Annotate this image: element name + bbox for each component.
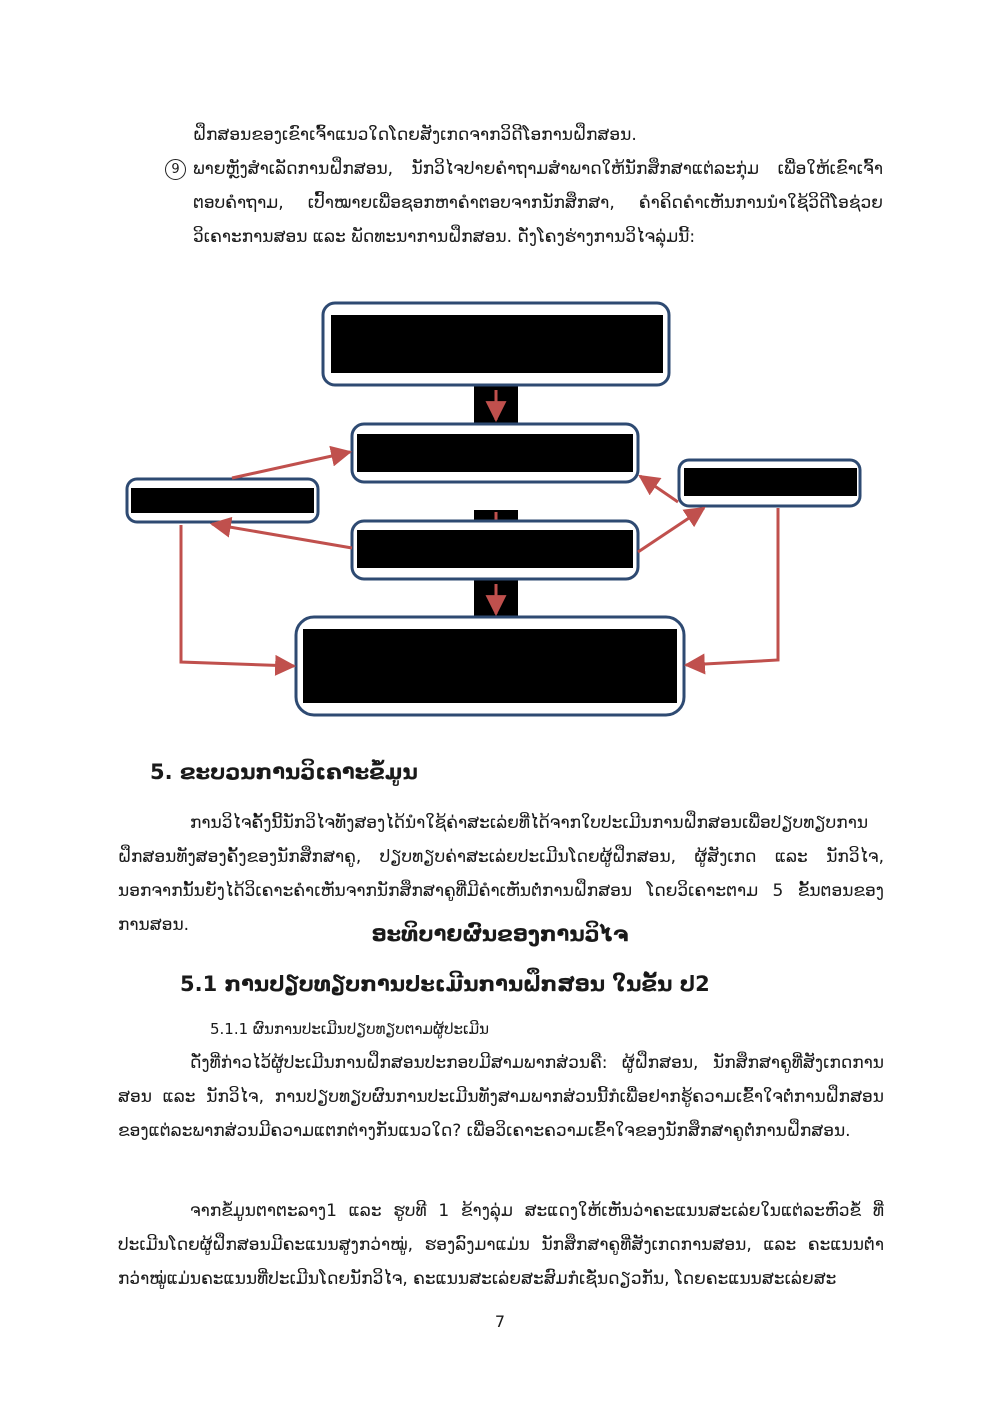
arrow-right-to-bottom (686, 508, 778, 665)
item-9-text: ພາຍຫຼັງສຳເລັດການຝຶກສອນ, ນັກວິໄຈປາຍຄຳຖາມສຳພາດໃຫ້ນັກສຶກສາແຕ່ລະກຸ່ມ ເພື່ອໃຫ້ເຂົາເຈົ້າຕອບຄຳຖາມ, ເປົ້າໝາຍເພື່ອຊອກຫາຄຳຕອບຈາກນັກສຶກສາ, ຄຳຄິດຄຳເຫັນການນຳໃຊ້ວິດີໂອຊ່ວຍວິເຄາະການສອນ ແລະ ພັດທະນາການຝຶກສອນ. ດັ່ງໂຄງຮ່າງການວິໄຈລຸ່ມນີ້: (193, 159, 883, 247)
section-5-title: 5. ຂະບວນການວິເຄາະຂໍ້ມູນ (150, 760, 418, 784)
redacted-bottom (303, 629, 677, 703)
redacted-left (131, 488, 314, 513)
results-title: ອະທິບາຍຜົນຂອງການວິໄຈ (371, 922, 629, 946)
item-number-badge: 9 (165, 159, 186, 180)
arrow-middle-to-right (638, 508, 704, 552)
redacted-top (331, 315, 663, 373)
arrow-right-to-second (640, 476, 678, 502)
paragraph-top: ຝຶກສອນຂອງເຂົາເຈົ້າແນວໃດໂດຍສັງເກດຈາກວິດີໂອການຝຶກສອນ. (193, 125, 637, 145)
page-number: 7 (494, 1312, 506, 1331)
arrow-middle-to-left (212, 524, 352, 548)
section-5-1-1-title: 5.1.1 ຜົນການປະເມີນປຽບທຽບຕາມຜູ້ປະເມີນ (210, 1020, 490, 1038)
research-framework-diagram (0, 280, 1000, 730)
section-5-1-paragraph-2: ຈາກຂໍ້ມູນຕາຕະລາງ1 ແລະ ຮູບທີ 1 ຂ້າງລຸ່ມ ສະແດງໃຫ້ເຫັນວ່າຄະແນນສະເລ່ຍໃນແຕ່ລະຫົວຂໍ້ ທີ່ປະເມີນໂດຍຜູ້ຝຶກສອນມີຄະແນນສູງກວ່າໝູ່, ຮອງລົງມາແມ່ນ ນັກສຶກສາຄູທີ່ສັງເກດການສອນ, ແລະ ຄະແນນຕ່ຳກວ່າໝູ່ແມ່ນຄະແນນທີ່ປະເມີນໂດຍນັກວິໄຈ, ຄະແນນສະເລ່ຍສະສົມກໍເຊັ່ນດຽວກັນ, ໂດຍຄະແນນສະເລ່ຍສະ (118, 1201, 884, 1289)
redacted-middle (357, 530, 633, 568)
section-5-1-paragraph-1: ດັ່ງທີ່ກ່າວໄວ້ຜູ້ປະເມີນການຝຶກສອນປະກອບມີສາມພາກສ່ວນຄື: ຜູ້ຝຶກສອນ, ນັກສຶກສາຄູທີ່ສັງເກດການສອນ ແລະ ນັກວິໄຈ, ການປຽບທຽບຜົນການປະເມີນທັງສາມພາກສ່ວນນີ້ກໍເພື່ອຢາກຮູ້ຄວາມເຂົ້າໃຈຕໍ່ການຝຶກສອນຂອງແຕ່ລະພາກສ່ວນມີຄວາມແຕກຕ່າງກັນແນວໃດ? ເພື່ອວິເຄາະຄວາມເຂົ້າໃຈຂອງນັກສຶກສາຄູຕໍ່ການຝຶກສອນ. (118, 1053, 884, 1141)
arrow-left-to-second (232, 452, 350, 478)
redacted-right (684, 468, 857, 496)
redacted-second (357, 434, 633, 472)
section-5-1-title: 5.1 ການປຽບທຽບການປະເມີນການຝຶກສອນ ໃນຂັ້ນ ປ2 (180, 972, 710, 996)
arrow-left-to-bottom (181, 525, 294, 666)
section-5-paragraph: ການວິໄຈຄັ້ງນີ້ນັກວິໄຈທັງສອງໄດ້ນຳໃຊ້ຄ່າສະເລ່ຍທີ່ໄດ້ຈາກໃບປະເມີນການຝຶກສອນເພື່ອປຽບທຽບການຝຶກສອນທັງສອງຄັ້ງຂອງນັກສຶກສາຄູ, ປຽບທຽບຄ່າສະເລ່ຍປະເມີນໂດຍຜູ້ຝຶກສອນ, ຜູ້ສັງເກດ ແລະ ນັກວິໄຈ, ນອກຈາກນັ້ນຍັງໄດ້ວິເຄາະຄຳເຫັນຈາກນັກສຶກສາຄູທີ່ມີຄຳເຫັນຕໍ່ການຝຶກສອນ ໂດຍວິເຄາະຕາມ 5 ຂັ້ນຕອນຂອງການສອນ. (118, 813, 884, 935)
